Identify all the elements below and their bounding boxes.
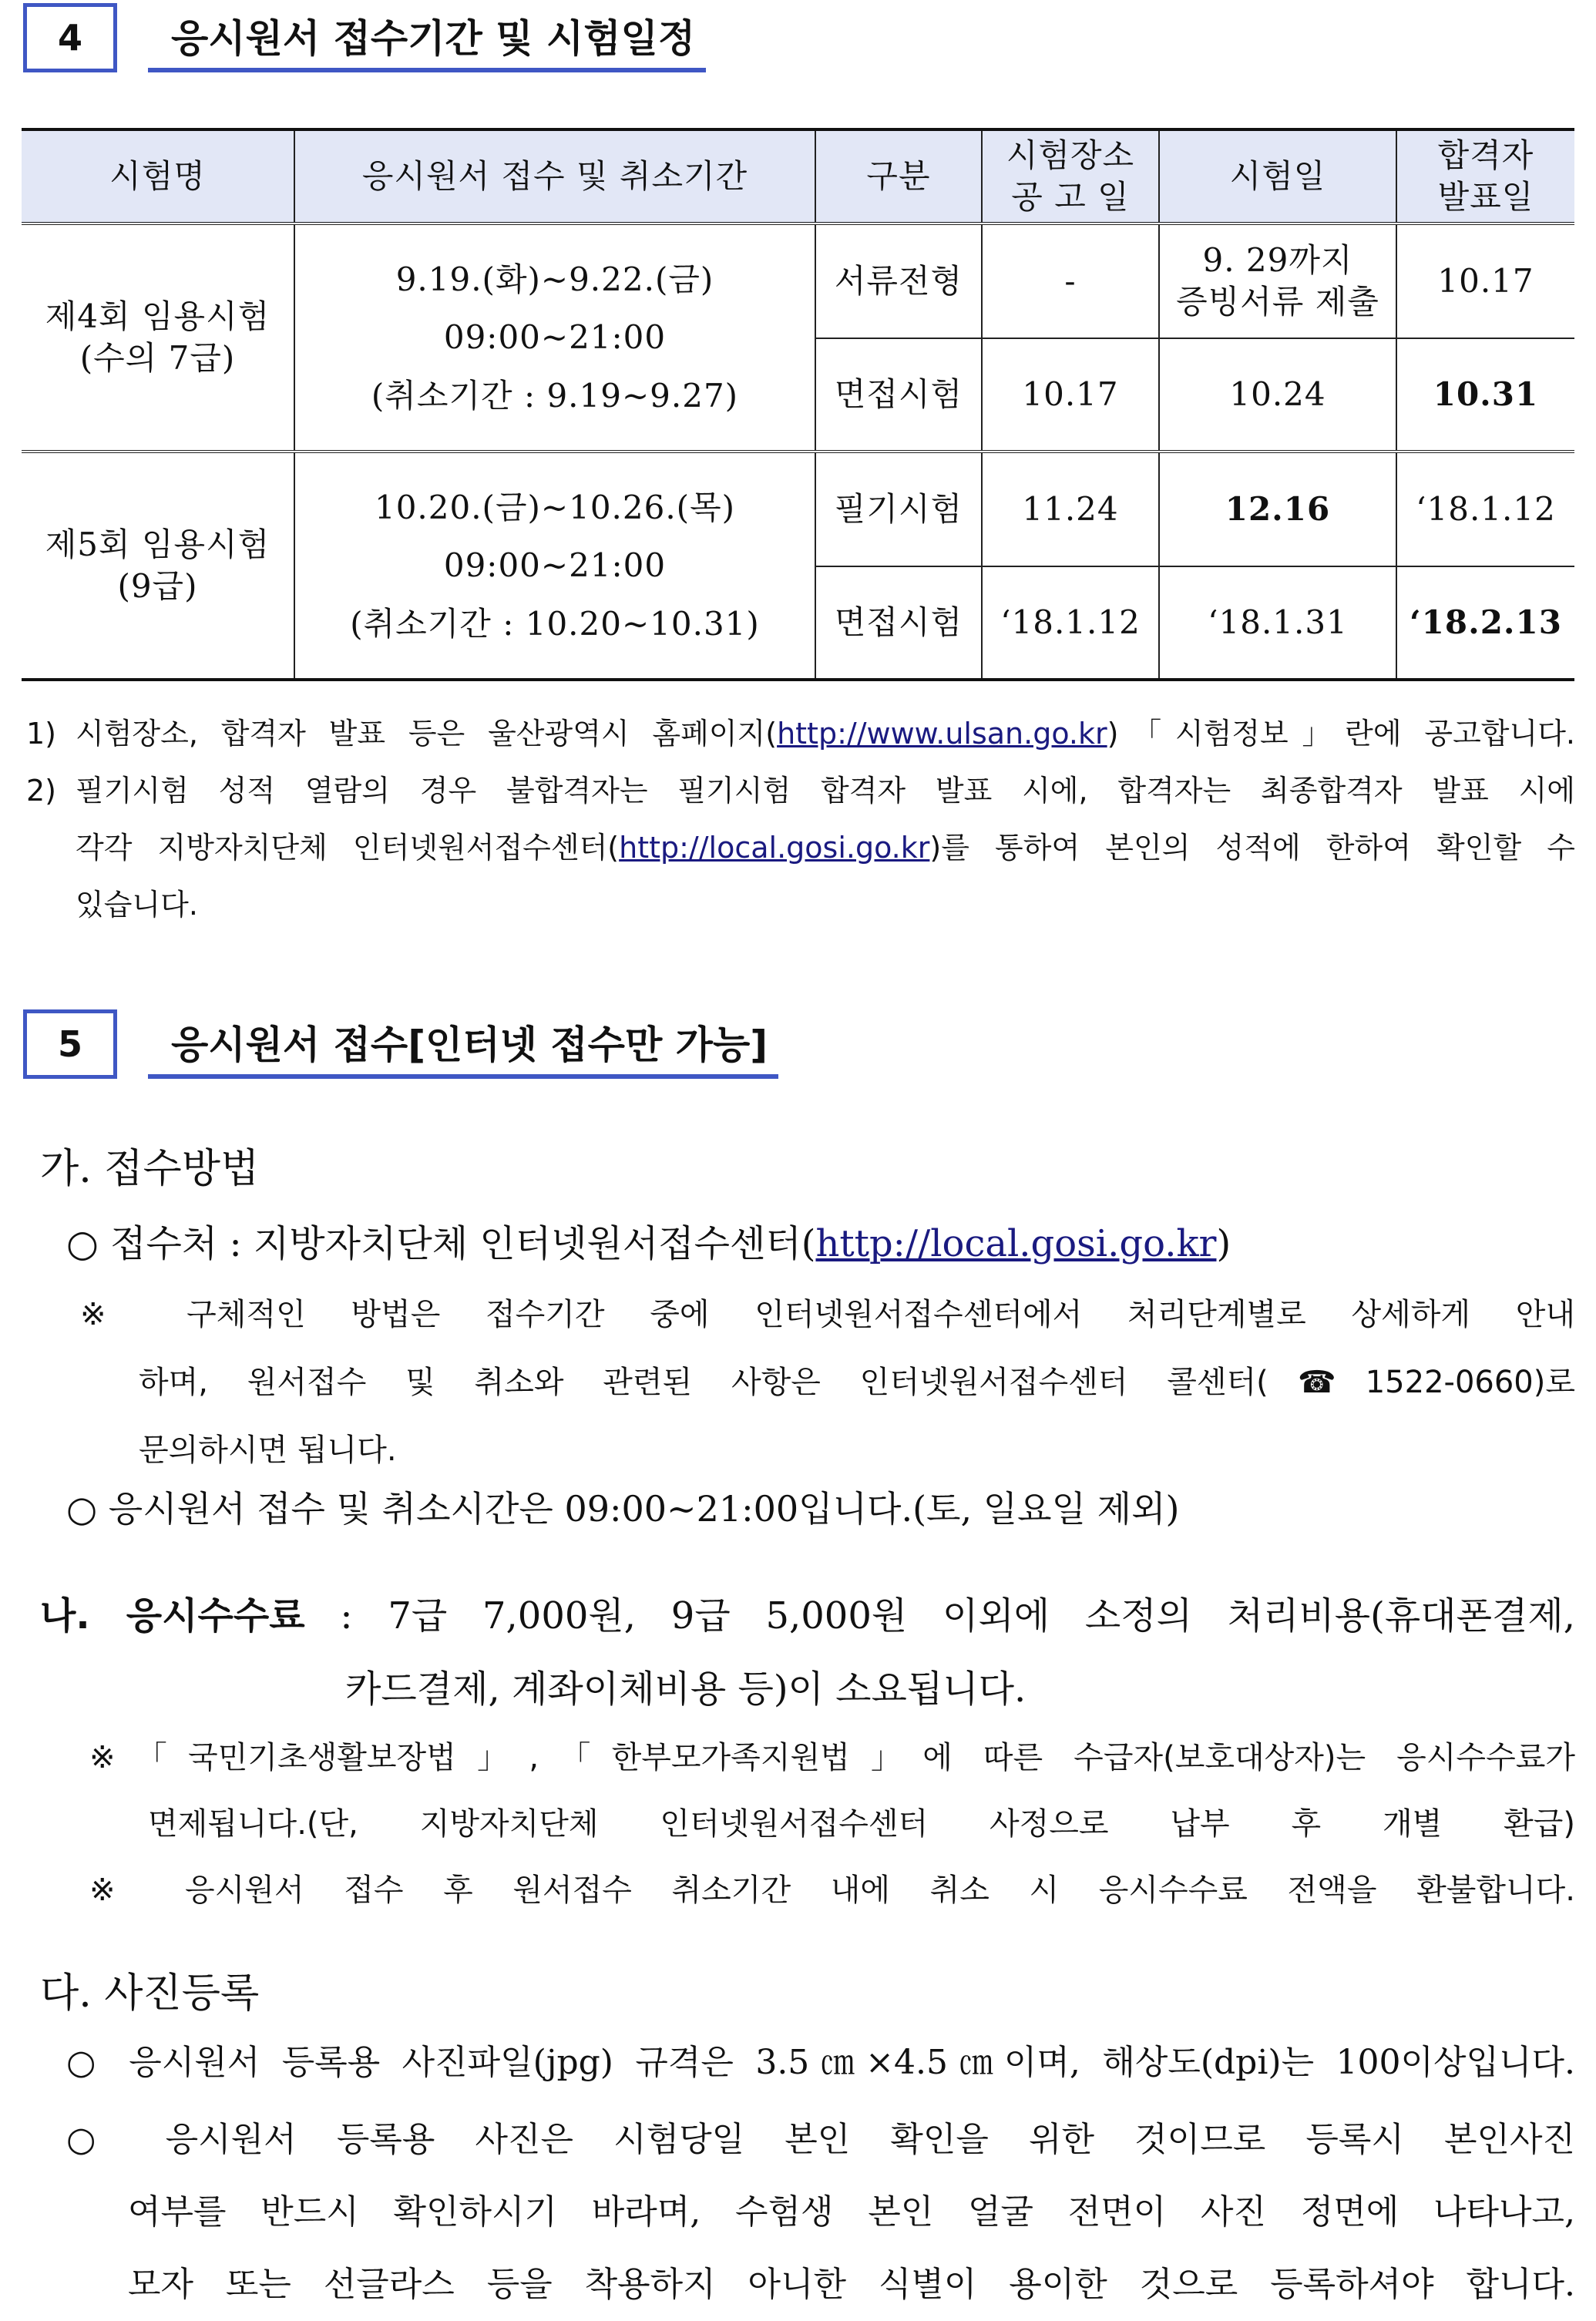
exam-date-cell: 10.24	[1159, 338, 1396, 452]
exam-date-cell: 12.16	[1159, 452, 1396, 566]
schedule-table	[22, 128, 1574, 681]
venue-notice-cell: -	[982, 223, 1159, 338]
exam-date-cell: ‘18.1.31	[1159, 566, 1396, 680]
receipt-hours: ○ 응시원서 접수 및 취소시간은 09:00~21:00입니다.(토, 일요일 제외)	[66, 1488, 1180, 1530]
venue-notice-cell: ‘18.1.12	[982, 566, 1159, 680]
header-exam-date: 시험일	[1159, 129, 1396, 223]
table-row	[22, 452, 1574, 566]
category-cell: 필기시험	[815, 452, 982, 566]
footnote-2: 2) 필기시험 성적 열람의 경우 불합격자는 필기시험 합격자 발표 시에, 합격자는 최종합격자 발표 시에 각각 지방자치단체 인터넷원서접수센터(http://local.gosi.go.kr)를 통하여 본인의 성적에 한하여 확인할 수 있습니다.	[26, 774, 1575, 922]
gosi-center-link[interactable]: http://local.gosi.go.kr	[815, 1222, 1217, 1265]
photo-spec: ○ 응시원서 등록용 사진파일(jpg) 규격은 3.5㎝×4.5㎝이며, 해상도(dpi)는 100이상입니다.	[66, 2043, 1575, 2082]
ulsan-homepage-link[interactable]: http://www.ulsan.go.kr	[777, 717, 1107, 751]
exam-name-cell: 제5회 임용시험 (9급)	[22, 452, 294, 680]
category-cell: 면접시험	[815, 566, 982, 680]
header-venue-notice: 시험장소 공 고 일	[982, 129, 1159, 223]
section-number: 4	[23, 3, 117, 72]
section-title: 응시원서 접수[인터넷 접수만 가능]	[148, 1009, 778, 1079]
section-title: 응시원서 접수기간 및 시험일정	[148, 3, 706, 72]
photo-guideline: ○ 응시원서 등록용 사진은 시험당일 본인 확인을 위한 것이므로 등록시 본인사진 여부를 반드시 확인하시기 바라며, 수험생 본인 얼굴 전면이 사진 정면에 나타나고, 모자 또는 선글라스 등을 착용하지 아니한 식별이 용이한 것으로 등록하셔야 합니다.	[66, 2120, 1575, 2304]
footnote-1: 1) 시험장소, 합격자 발표 등은 울산광역시 홈페이지(http://www.ulsan.go.kr)「시험정보」란에 공고합니다.	[26, 717, 1575, 751]
subsection-heading: 다. 사진등록	[40, 1970, 260, 2017]
receipt-note: ※ 구체적인 방법은 접수기간 중에 인터넷원서접수센터에서 처리단계별로 상세하게 안내 하며, 원서접수 및 취소와 관련된 사항은 인터넷원서접수센터 콜센터(☎1522-0660)로 문의하시면 됩니다.	[80, 1297, 1575, 1468]
result-date-cell: ‘18.2.13	[1396, 566, 1574, 680]
category-cell: 서류전형	[815, 223, 982, 338]
fee-exemption-note: ※「국민기초생활보장법」,「한부모가족지원법」에 따른 수급자(보호대상자)는 응시수수료가 면제됩니다.(단, 지방자치단체 인터넷원서접수센터 사정으로 납부 후 개별 환급) ※ 응시원서 접수 후 원서접수 취소기간 내에 취소 시 응시수수료 전액을 환불합니다.	[89, 1740, 1575, 1908]
gosi-center-link[interactable]: http://local.gosi.go.kr	[619, 831, 930, 865]
header-result-date: 합격자 발표일	[1396, 129, 1574, 223]
category-cell: 면접시험	[815, 338, 982, 452]
table-header-row	[22, 129, 1574, 223]
table-row	[22, 223, 1574, 338]
venue-notice-cell: 10.17	[982, 338, 1159, 452]
fee-block: 나. 응시수수료 : 7급 7,000원, 9급 5,000원 이외에 소정의 처리비용(휴대폰결제, 카드결제, 계좌이체비용 등)이 소요됩니다.	[40, 1594, 1575, 1711]
receipt-place: ○ 접수처 : 지방자치단체 인터넷원서접수센터(http://local.gosi.go.kr)	[66, 1222, 1231, 1265]
result-date-cell: 10.31	[1396, 338, 1574, 452]
header-exam-name: 시험명	[22, 129, 294, 223]
header-category: 구분	[815, 129, 982, 223]
period-cell: 9.19.(화)~9.22.(금) 09:00~21:00 (취소기간 : 9.19~9.27)	[294, 223, 815, 452]
period-cell: 10.20.(금)~10.26.(목) 09:00~21:00 (취소기간 : 10.20~10.31)	[294, 452, 815, 680]
venue-notice-cell: 11.24	[982, 452, 1159, 566]
header-period: 응시원서 접수 및 취소기간	[294, 129, 815, 223]
exam-date-cell: 9. 29까지 증빙서류 제출	[1159, 223, 1396, 338]
result-date-cell: 10.17	[1396, 223, 1574, 338]
exam-name-cell: 제4회 임용시험 (수의 7급)	[22, 223, 294, 452]
section-number: 5	[23, 1009, 117, 1079]
subsection-heading: 가. 접수방법	[40, 1146, 260, 1192]
result-date-cell: ‘18.1.12	[1396, 452, 1574, 566]
